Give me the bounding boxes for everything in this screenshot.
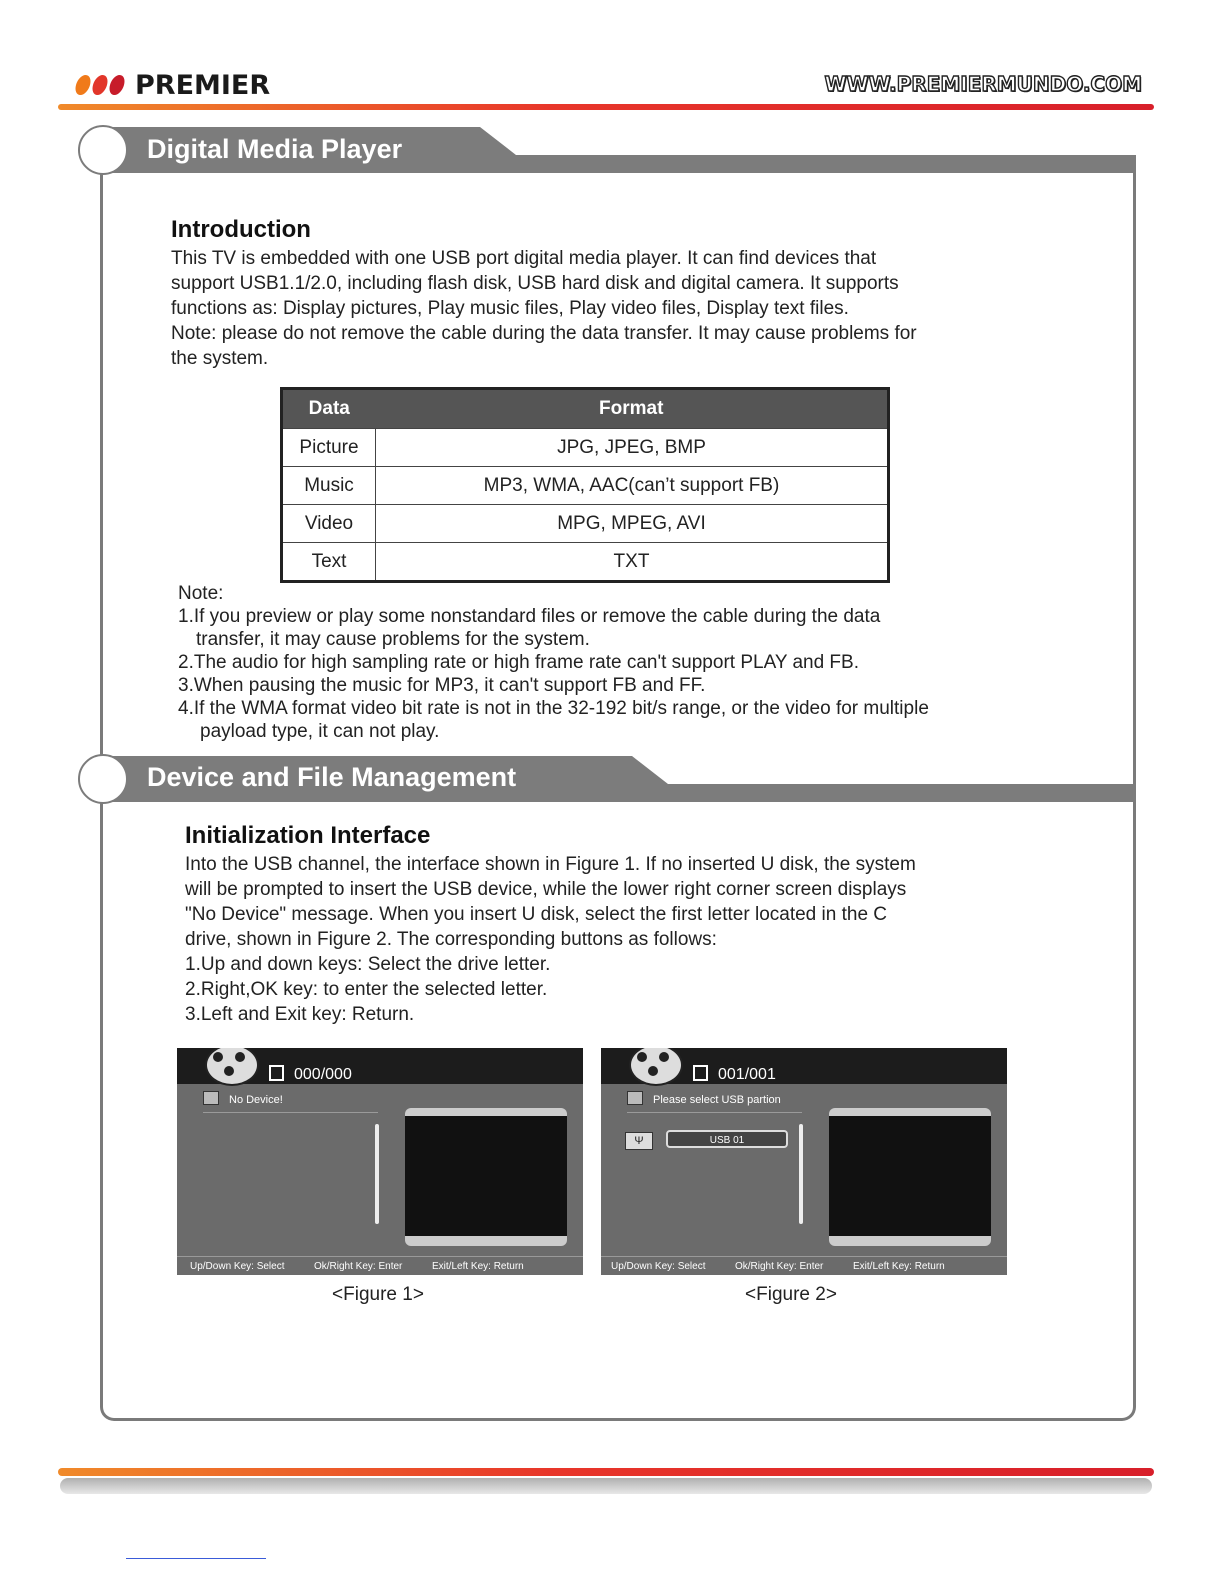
- key-hint: Up/Down Key: Select: [190, 1261, 285, 1272]
- init-line: 1.Up and down keys: Select the drive letter.: [185, 954, 551, 975]
- key-hints: [177, 1256, 583, 1275]
- folder-icon: [203, 1091, 219, 1105]
- logo-dot-icon: [73, 75, 92, 95]
- table-header: Format: [376, 389, 889, 429]
- message-row: [627, 1091, 802, 1113]
- note-item: payload type, it can not play.: [200, 721, 440, 742]
- note-item: 1.If you preview or play some nonstandard files or remove the cable during the data: [178, 606, 881, 627]
- intro-line: the system.: [171, 348, 269, 369]
- footer-link-line: [126, 1558, 266, 1559]
- key-hints: [601, 1256, 1007, 1275]
- logo-dot-icon: [90, 75, 109, 95]
- key-hint: Ok/Right Key: Enter: [735, 1261, 824, 1272]
- table-cell: TXT: [376, 543, 889, 582]
- init-line: 3.Left and Exit key: Return.: [185, 1004, 415, 1025]
- init-line: "No Device" message. When you insert U disk, select the first letter located in the C: [185, 904, 888, 925]
- intro-line: support USB1.1/2.0, including flash disk, USB hard disk and digital camera. It supports: [171, 273, 899, 294]
- file-icon: [269, 1065, 284, 1081]
- table-row: [282, 429, 889, 467]
- init-line: will be prompted to insert the USB device, while the lower right corner screen displays: [185, 879, 907, 900]
- init-paragraph: [185, 852, 916, 1027]
- file-count-value: 001/001: [718, 1066, 776, 1083]
- status-message: Please select USB partion: [653, 1094, 781, 1106]
- intro-line: functions as: Display pictures, Play music files, Play video files, Display text files.: [171, 298, 849, 319]
- table-cell: Picture: [282, 429, 376, 467]
- note-item: 4.If the WMA format video bit rate is not in the 32-192 bit/s range, or the video for multiple: [178, 698, 929, 719]
- intro-line: This TV is embedded with one USB port digital media player. It can find devices that: [171, 248, 877, 269]
- file-icon: [693, 1065, 708, 1081]
- table-row: [282, 467, 889, 505]
- section-title: Digital Media Player: [147, 134, 403, 164]
- brand-name: PREMIER: [135, 69, 271, 101]
- table-cell: MP3, WMA, AAC(can’t support FB): [376, 467, 889, 505]
- figure-caption: <Figure 1>: [332, 1284, 424, 1305]
- notes-block: [178, 582, 1008, 743]
- init-line: drive, shown in Figure 2. The corresponding buttons as follows:: [185, 929, 717, 950]
- usb-partition-button[interactable]: USB 01: [666, 1130, 788, 1148]
- logo-dot-icon: [107, 75, 126, 95]
- key-hint: Exit/Left Key: Return: [853, 1261, 945, 1272]
- section-marker-icon: [78, 125, 128, 175]
- preview-pane: [405, 1108, 567, 1246]
- footer-divider: [58, 1468, 1154, 1476]
- init-heading: Initialization Interface: [185, 822, 431, 849]
- file-count: [269, 1065, 352, 1084]
- figure-1-screen: [177, 1048, 583, 1275]
- note-item: 2.The audio for high sampling rate or high frame rate can't support PLAY and FB.: [178, 652, 859, 673]
- usb-icon: Ψ: [625, 1132, 653, 1150]
- table-cell: MPG, MPEG, AVI: [376, 505, 889, 543]
- init-line: Into the USB channel, the interface shown in Figure 1. If no inserted U disk, the system: [185, 854, 916, 875]
- key-hint: Ok/Right Key: Enter: [314, 1261, 403, 1272]
- table-row: [282, 543, 889, 582]
- file-count: [693, 1065, 776, 1084]
- brand-logo: [76, 70, 270, 100]
- table-cell: JPG, JPEG, BMP: [376, 429, 889, 467]
- scrollbar[interactable]: [375, 1124, 379, 1224]
- table-cell: Text: [282, 543, 376, 582]
- key-hint: Up/Down Key: Select: [611, 1261, 706, 1272]
- note-item: 3.When pausing the music for MP3, it can't support FB and FF.: [178, 675, 706, 696]
- table-cell: Video: [282, 505, 376, 543]
- format-table: [280, 387, 890, 583]
- header-divider: [58, 104, 1154, 110]
- table-row: [282, 505, 889, 543]
- scrollbar[interactable]: [799, 1124, 803, 1224]
- table-cell: Music: [282, 467, 376, 505]
- section-title: Device and File Management: [147, 762, 517, 792]
- message-row: [203, 1091, 378, 1113]
- key-hint: Exit/Left Key: Return: [432, 1261, 524, 1272]
- table-header: Data: [282, 389, 376, 429]
- footer-shadow: [60, 1478, 1152, 1494]
- file-count-value: 000/000: [294, 1066, 352, 1083]
- section-marker-icon: [78, 754, 128, 804]
- intro-line: Note: please do not remove the cable during the data transfer. It may cause problems for: [171, 323, 917, 344]
- intro-heading: Introduction: [171, 216, 311, 243]
- figure-caption: <Figure 2>: [745, 1284, 837, 1305]
- folder-icon: [627, 1091, 643, 1105]
- figure-2-screen: [601, 1048, 1007, 1275]
- preview-pane: [829, 1108, 991, 1246]
- table-header-row: [282, 389, 889, 429]
- intro-paragraph: [171, 246, 917, 371]
- note-title: Note:: [178, 583, 224, 604]
- website-url[interactable]: WWW.PREMIERMUNDO.COM: [824, 72, 1142, 96]
- init-line: 2.Right,OK key: to enter the selected letter.: [185, 979, 548, 1000]
- status-message: No Device!: [229, 1094, 283, 1106]
- note-item: transfer, it may cause problems for the system.: [196, 629, 590, 650]
